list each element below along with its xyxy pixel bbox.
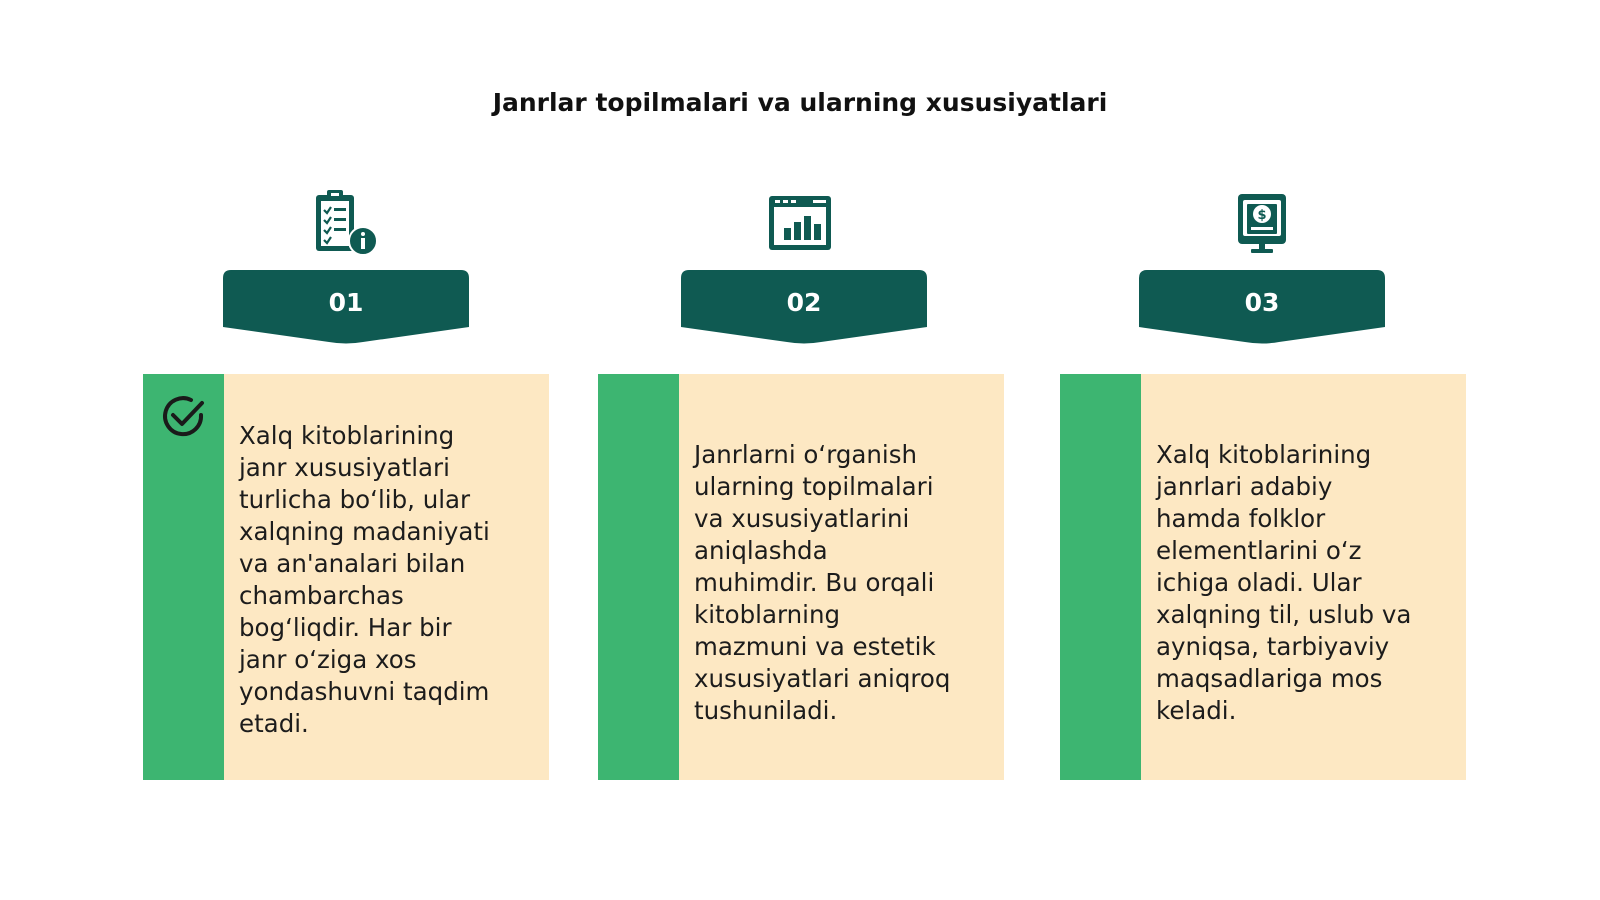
page-title: Janrlar topilmalari va ularning xususiyatlari bbox=[492, 88, 1108, 117]
card-accent-bar bbox=[1060, 374, 1141, 780]
step-badge-03 bbox=[1139, 270, 1385, 350]
step-description: Janrlarni o‘rganish ularning topilmalari va xususiyatlarini aniqlashda muhimdir. Bu orqali kitoblarning mazmuni va estetik xususiyatlari aniqroq tushuniladi. bbox=[694, 440, 951, 725]
step-badge-02 bbox=[681, 270, 927, 350]
step-number: 03 bbox=[1244, 287, 1280, 317]
step-card-01 bbox=[143, 374, 549, 780]
step-number: 02 bbox=[786, 287, 822, 317]
card-accent-bar bbox=[598, 374, 679, 780]
card-accent-bar bbox=[143, 374, 224, 780]
check-circle-icon bbox=[161, 394, 207, 444]
step-card-02 bbox=[598, 374, 1004, 780]
step-number: 01 bbox=[328, 287, 364, 317]
card-body bbox=[224, 374, 549, 780]
card-body bbox=[1141, 374, 1466, 780]
browser-bar-chart-icon bbox=[765, 188, 835, 258]
step-description: Xalq kitoblarining janrlari adabiy hamda folklor elementlarini o‘z ichiga oladi. Ular xalqning til, uslub va ayniqsa, tarbiyaviy maqsadlariga mos keladi. bbox=[1156, 440, 1412, 725]
step-description: Xalq kitoblarining janr xususiyatlari turlicha bo‘lib, ular xalqning madaniyati va an'analari bilan chambarchas bog‘liqdir. Har bir janr o‘ziga xos yondashuvni taqdim etadi. bbox=[239, 421, 490, 738]
svg-text:$: $ bbox=[1257, 208, 1267, 223]
monitor-dollar-icon bbox=[1227, 188, 1297, 258]
step-badge-01 bbox=[223, 270, 469, 350]
clipboard-checklist-info-icon bbox=[310, 188, 380, 258]
card-body bbox=[679, 374, 1004, 780]
step-card-03 bbox=[1060, 374, 1466, 780]
